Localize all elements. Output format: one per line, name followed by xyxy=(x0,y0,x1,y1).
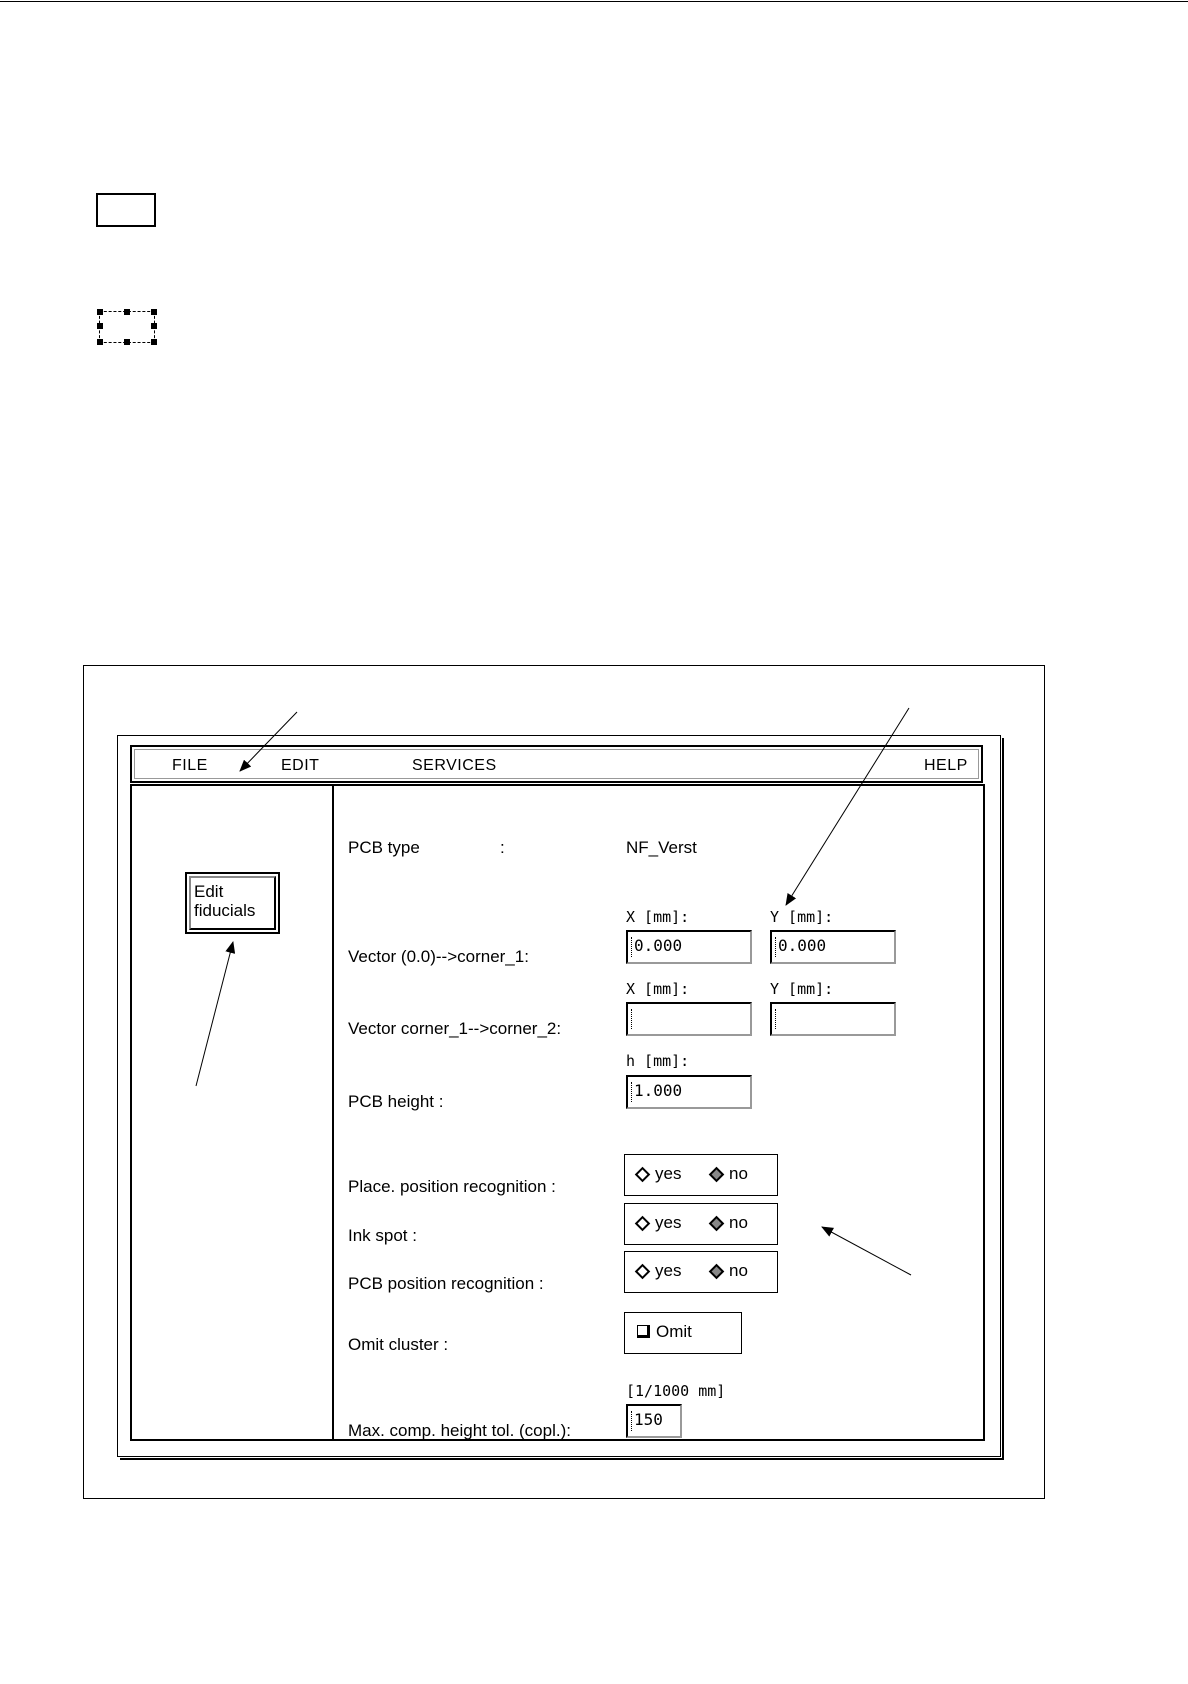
place-yes-radio[interactable]: yes xyxy=(637,1164,681,1184)
omit-checkbox[interactable]: Omit xyxy=(637,1322,692,1342)
menu-help[interactable]: HELP xyxy=(924,757,968,774)
menu-services[interactable]: SERVICES xyxy=(412,757,497,774)
callout-arrow-button xyxy=(196,942,233,1086)
edit-fiducials-label-line1: Edit xyxy=(194,882,224,901)
pcb-type-label: PCB type xyxy=(348,838,420,857)
height-header: h [mm]: xyxy=(626,1052,690,1070)
edit-fiducials-label-line2: fiducials xyxy=(194,901,256,920)
maxcomp-input[interactable]: 150 xyxy=(626,1404,682,1438)
callout-arrow-menu xyxy=(240,712,297,771)
callout-arrow-radio xyxy=(822,1227,911,1275)
pcb-type-colon: : xyxy=(500,838,505,857)
place-recognition-label: Place. position recognition : xyxy=(348,1177,556,1196)
menu-file[interactable]: FILE xyxy=(172,757,208,774)
callout-arrow-input xyxy=(786,708,909,905)
pcb-type-value: NF_Verst xyxy=(626,838,697,857)
vector2-x-header: X [mm]: xyxy=(626,980,690,998)
vector2-y-header: Y [mm]: xyxy=(770,980,834,998)
vector1-y-header: Y [mm]: xyxy=(770,908,834,926)
omit-cluster-label: Omit cluster : xyxy=(348,1335,449,1354)
height-label: PCB height : xyxy=(348,1092,444,1111)
vector1-label: Vector (0.0)-->corner_1: xyxy=(348,947,529,966)
height-input[interactable]: 1.000 xyxy=(626,1075,752,1109)
vector1-x-header: X [mm]: xyxy=(626,908,690,926)
ink-yes-radio[interactable]: yes xyxy=(637,1213,681,1233)
pcbpos-yes-radio[interactable]: yes xyxy=(637,1261,681,1281)
pcbpos-no-radio[interactable]: no xyxy=(711,1261,748,1281)
maxcomp-header: [1/1000 mm] xyxy=(626,1382,726,1400)
pcb-position-label: PCB position recognition : xyxy=(348,1274,544,1293)
vector1-y-input[interactable]: 0.000 xyxy=(770,930,896,964)
ink-no-radio[interactable]: no xyxy=(711,1213,748,1233)
menu-edit[interactable]: EDIT xyxy=(281,757,320,774)
place-no-radio[interactable]: no xyxy=(711,1164,748,1184)
vector1-x-input[interactable]: 0.000 xyxy=(626,930,752,964)
maxcomp-label: Max. comp. height tol. (copl.): xyxy=(348,1421,571,1440)
vector2-label: Vector corner_1-->corner_2: xyxy=(348,1019,562,1038)
ink-spot-label: Ink spot : xyxy=(348,1226,417,1245)
